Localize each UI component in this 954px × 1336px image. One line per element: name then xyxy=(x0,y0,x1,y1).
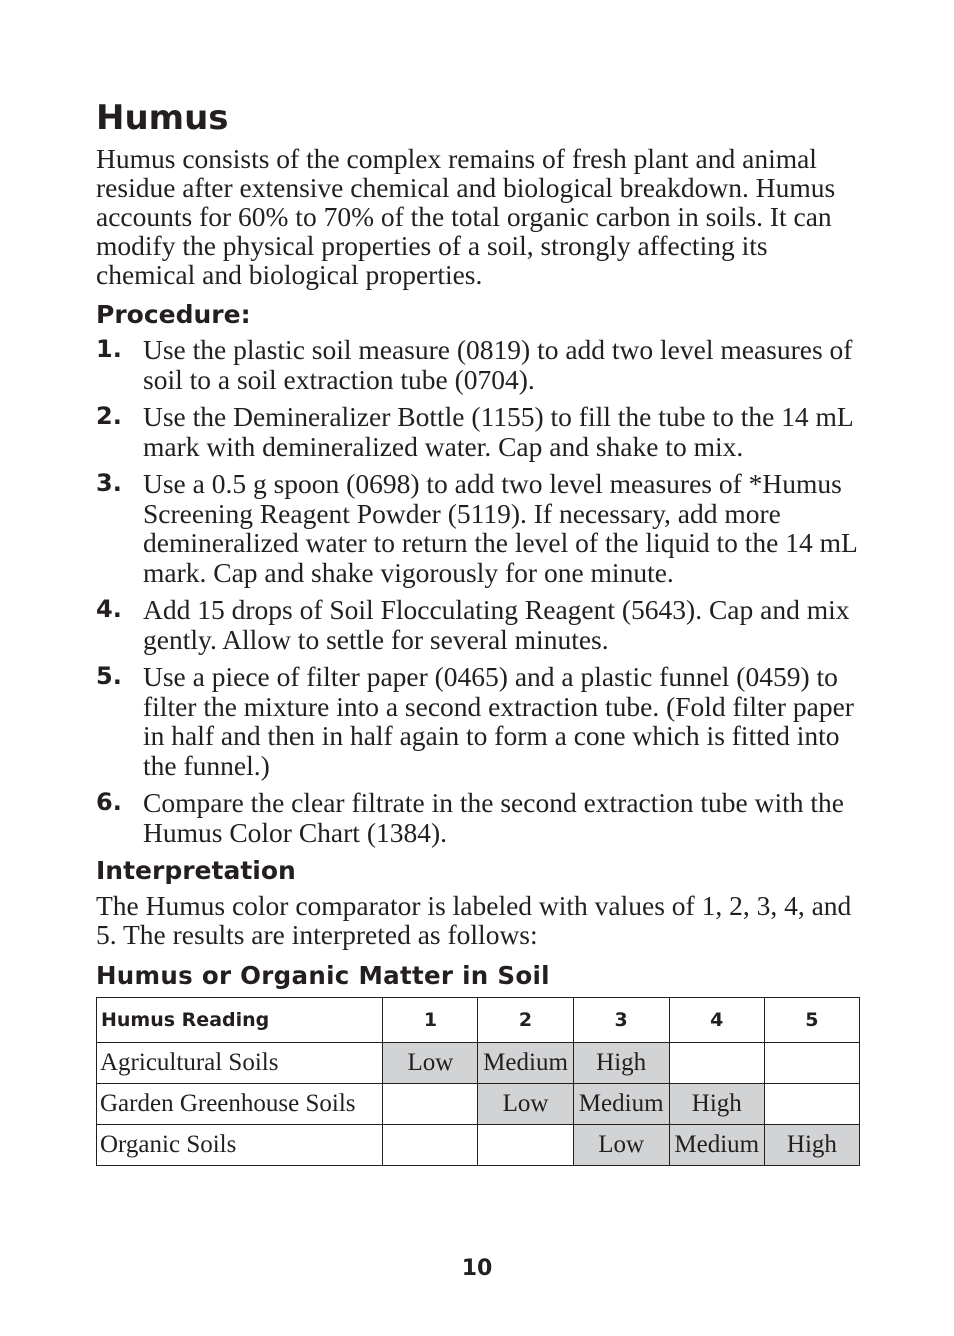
interpretation-heading: Interpretation xyxy=(96,856,296,885)
table-cell: Medium xyxy=(669,1125,764,1166)
table-row xyxy=(97,1125,860,1166)
step-text: Use the Demineralizer Bottle (1155) to fill the tube to the 14 mL mark with demineralized water. Cap and shake to mix. xyxy=(143,401,853,462)
row-label: Garden Greenhouse Soils xyxy=(97,1084,383,1125)
intro-paragraph: Humus consists of the complex remains of fresh plant and animal residue after extensive chemical and biological breakdown. Humus accounts for 60% to 70% of the total organic carbon in soils. It can modify the physical properties of a soil, strongly affecting its chemical and biological properties. xyxy=(96,143,836,290)
procedure-steps xyxy=(96,335,860,847)
header-cell: Humus Reading xyxy=(97,998,383,1043)
step-number: 6. xyxy=(96,788,122,816)
table-cell xyxy=(764,1084,859,1125)
step-text: Compare the clear filtrate in the second extraction tube with the Humus Color Chart (1384). xyxy=(143,787,844,848)
table-cell xyxy=(383,1084,478,1125)
table-cell: Low xyxy=(478,1084,573,1125)
procedure-step xyxy=(96,402,860,461)
step-number: 5. xyxy=(96,662,122,690)
table-cell: High xyxy=(669,1084,764,1125)
procedure-step xyxy=(96,788,860,847)
table-row xyxy=(97,1084,860,1125)
table-cell: High xyxy=(764,1125,859,1166)
header-cell: 1 xyxy=(383,998,478,1043)
table-cell: Medium xyxy=(478,1043,573,1084)
step-text: Add 15 drops of Soil Flocculating Reagent (5643). Cap and mix gently. Allow to settle for several minutes. xyxy=(143,594,850,655)
table-cell xyxy=(383,1125,478,1166)
step-text: Use the plastic soil measure (0819) to add two level measures of soil to a soil extraction tube (0704). xyxy=(143,334,853,395)
step-text: Use a piece of filter paper (0465) and a plastic funnel (0459) to filter the mixture into a second extraction tube. (Fold filter paper in half and then in half again to form a cone which is fitted into the funnel.) xyxy=(143,661,854,781)
table-header-row xyxy=(97,998,860,1043)
header-cell: 2 xyxy=(478,998,573,1043)
row-label: Agricultural Soils xyxy=(97,1043,383,1084)
step-number: 3. xyxy=(96,469,122,497)
header-cell: 3 xyxy=(573,998,669,1043)
interpretation-paragraph: The Humus color comparator is labeled with values of 1, 2, 3, 4, and 5. The results are interpreted as follows: xyxy=(96,890,852,950)
table-cell: High xyxy=(573,1043,669,1084)
results-table xyxy=(96,997,860,1166)
page-content xyxy=(96,96,860,1166)
page-number: 10 xyxy=(461,1256,493,1281)
page-title: Humus xyxy=(96,98,229,138)
table-cell xyxy=(764,1043,859,1084)
step-number: 2. xyxy=(96,402,122,430)
table-cell: Low xyxy=(573,1125,669,1166)
step-number: 4. xyxy=(96,595,122,623)
procedure-step xyxy=(96,595,860,654)
step-text: Use a 0.5 g spoon (0698) to add two level measures of *Humus Screening Reagent Powder (5119). If necessary, add more demineralized water to return the level of the liquid to the 14 mL mark. Cap and shake vigorously for one minute. xyxy=(143,468,857,588)
procedure-step xyxy=(96,662,860,780)
procedure-step xyxy=(96,335,860,394)
step-number: 1. xyxy=(96,335,122,363)
table-cell xyxy=(669,1043,764,1084)
row-label: Organic Soils xyxy=(97,1125,383,1166)
procedure-step xyxy=(96,469,860,587)
table-cell: Low xyxy=(383,1043,478,1084)
table-cell: Medium xyxy=(573,1084,669,1125)
header-cell: 5 xyxy=(764,998,859,1043)
table-cell xyxy=(478,1125,573,1166)
table-row xyxy=(97,1043,860,1084)
table-title: Humus or Organic Matter in Soil xyxy=(96,961,550,990)
header-cell: 4 xyxy=(669,998,764,1043)
procedure-heading: Procedure: xyxy=(96,300,251,329)
